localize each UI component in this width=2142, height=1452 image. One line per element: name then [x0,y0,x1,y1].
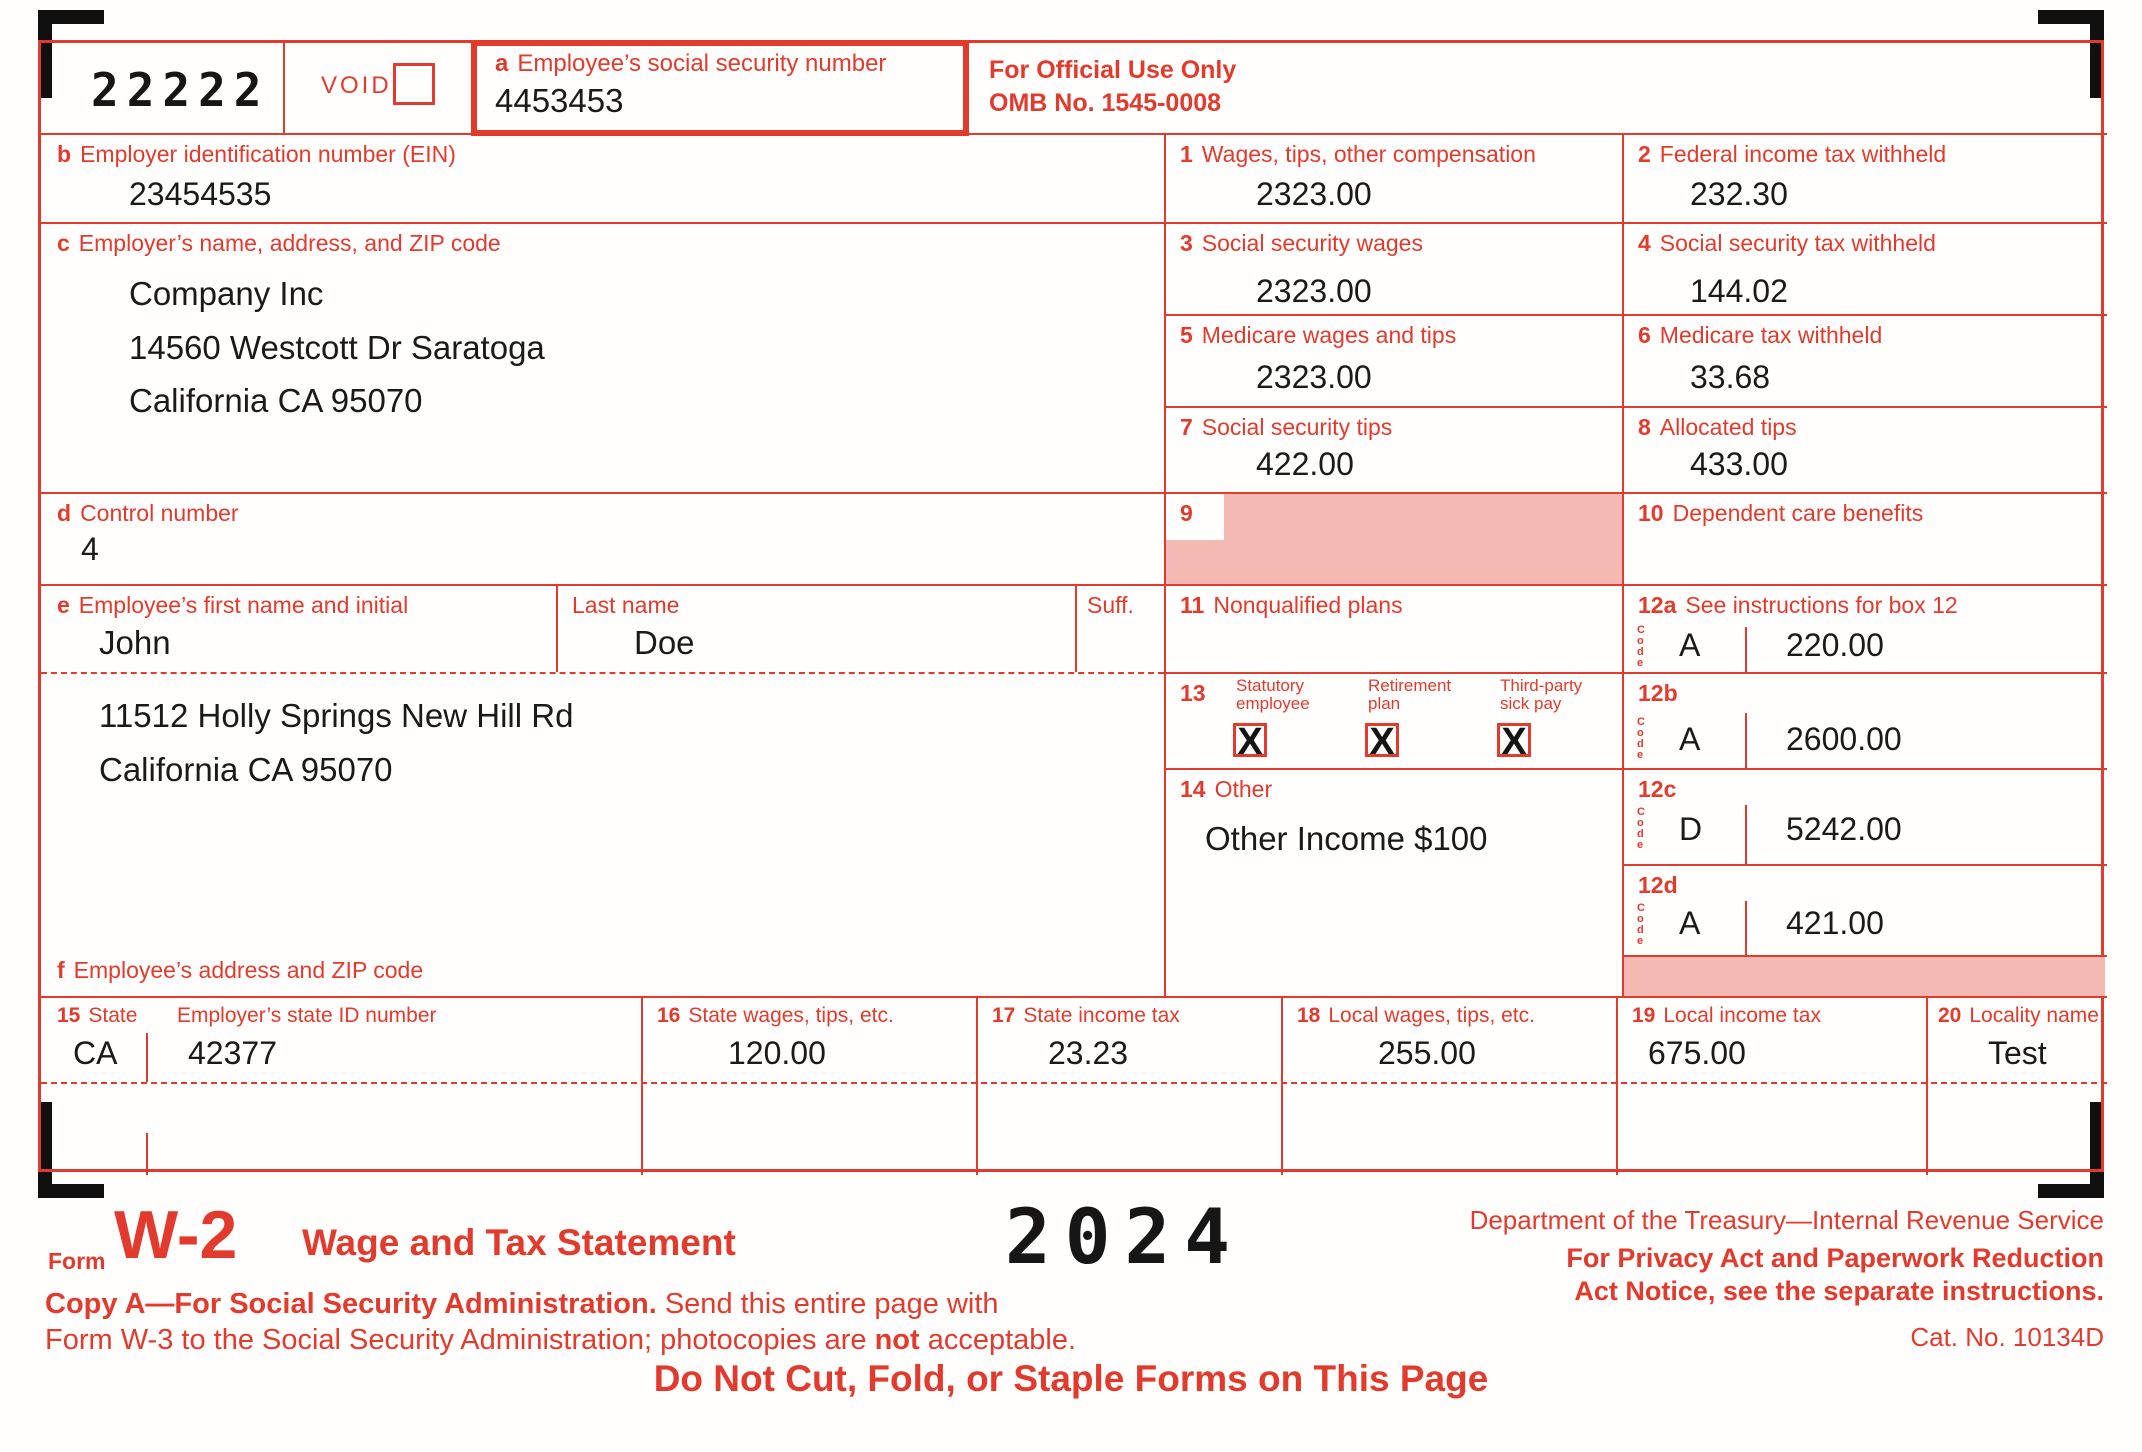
box14-number: 14 [1180,776,1206,802]
suffix-label: Suff. [1087,592,1134,618]
box12c-label [1638,776,1676,802]
box2-number: 2 [1638,141,1651,167]
box12d-number: 12d [1638,872,1678,898]
box4-number: 4 [1638,230,1651,256]
box4-label [1638,230,1936,256]
do-not-cut-notice: Do Not Cut, Fold, or Staple Forms on This Page [653,1358,1489,1399]
void-checkbox[interactable] [393,63,435,105]
box5-label-text: Medicare wages and tips [1201,322,1457,348]
box-a-label [495,51,886,77]
registration-mark [38,1184,104,1198]
box1-value[interactable]: 2323.00 [1256,176,1372,212]
statutory-employee-mark: X [1237,721,1263,763]
box15-label [57,1004,137,1028]
box2-value[interactable]: 232.30 [1690,176,1788,212]
w3-bold: not [874,1324,920,1356]
state-tax-value[interactable]: 23.23 [1048,1035,1129,1071]
code-divider [1745,805,1747,864]
box6-label-text: Medicare tax withheld [1659,322,1883,348]
retirement-plan-mark: X [1369,721,1395,763]
box-c-label [57,230,501,256]
box16-number: 16 [657,1004,681,1027]
box12b-code[interactable]: A [1679,721,1701,757]
official-use-label: For Official Use Only [989,56,1237,84]
box-a-label-text: Employee’s social security number [517,50,887,77]
code-divider [1745,627,1747,672]
box11-number: 11 [1180,592,1205,618]
grid-line [41,133,2107,135]
code-divider [1745,713,1747,768]
w2-form-body [38,40,2104,1172]
statutory-employee-label: Statutory employee [1236,676,1310,713]
box19-label-text: Local income tax [1663,1004,1821,1027]
box10-label-text: Dependent care benefits [1672,500,1924,526]
last-name-label: Last name [572,592,680,618]
box9-number: 9 [1180,500,1193,526]
box9-label [1180,500,1193,526]
registration-mark [38,10,104,24]
grid-line [641,996,643,1175]
box10-number: 10 [1638,500,1664,526]
state-id-label: Employer’s state ID number [177,1004,437,1027]
box20-label-text: Locality name [1969,1004,2099,1027]
grid-line [1164,672,2107,674]
box9-shaded-area [1166,494,1622,584]
grid-line [41,492,2107,494]
box3-label [1180,230,1423,256]
grid-line [1926,996,1928,1175]
box1-number: 1 [1180,141,1193,167]
box1-label [1180,141,1536,167]
box12a-value[interactable]: 220.00 [1786,627,1884,663]
tax-year: 2024 [1005,1192,1245,1281]
form-number: W-2 [114,1197,238,1273]
employer-city[interactable]: California CA 95070 [129,382,423,419]
box7-number: 7 [1180,414,1193,440]
box12b-code-column-label: Code [1637,716,1645,761]
third-party-sick-pay-label: Third-party sick pay [1500,676,1583,713]
box5-number: 5 [1180,322,1193,348]
box15-number: 15 [57,1004,81,1027]
copy-a-bold: Copy A—For Social Security Administration. [45,1288,657,1320]
box14-value[interactable]: Other Income $100 [1205,820,1488,857]
state-value[interactable]: CA [73,1035,118,1071]
employer-name[interactable]: Company Inc [129,275,324,312]
state-separator [146,1033,148,1082]
box18-number: 18 [1297,1004,1321,1027]
box17-label [992,1004,1180,1028]
box7-label [1180,414,1392,440]
box-f-letter: f [57,957,65,983]
grid-line [976,996,978,1175]
box12b-number: 12b [1638,680,1678,706]
w3-post: acceptable. [919,1324,1077,1356]
third-party-sick-pay-mark: X [1501,721,1527,763]
box-f-label-text: Employee’s address and ZIP code [73,957,424,983]
grid-line [41,584,2107,586]
statutory-employee-checkbox[interactable] [1233,721,1267,763]
grid-line [1622,133,1624,996]
box-a-letter: a [495,50,509,77]
void-label: VOID [321,72,392,99]
privacy-act-line-1: For Privacy Act and Paperwork Reduction [1566,1243,2104,1273]
retirement-plan-checkbox[interactable] [1365,721,1399,763]
form-word: Form [48,1248,106,1274]
local-wages-value[interactable]: 255.00 [1378,1035,1476,1071]
grid-line [556,584,558,672]
box12a-number: 12a [1638,592,1677,618]
box11-label [1180,592,1403,618]
box-c-letter: c [57,230,70,256]
ssn-value[interactable]: 4453453 [495,82,624,119]
box5-label [1180,322,1456,348]
box12a-label-text: See instructions for box 12 [1685,592,1958,618]
box-b-letter: b [57,141,72,167]
retirement-plan-label: Retirement plan [1368,676,1452,713]
grid-line [1164,768,2107,770]
box14-label-text: Other [1214,776,1273,802]
box-d-label-text: Control number [80,500,239,526]
box3-label-text: Social security wages [1201,230,1423,256]
box8-label [1638,414,1797,440]
box15-label-text: State [88,1004,138,1027]
grid-line [1164,133,1166,996]
box5-value[interactable]: 2323.00 [1256,359,1372,395]
grid-line [41,996,2107,998]
box17-number: 17 [992,1004,1016,1027]
grid-line [1164,314,2107,316]
copy-a-line-1 [45,1288,999,1321]
employer-street[interactable]: 14560 Westcott Dr Saratoga [129,329,545,366]
control-number-value[interactable]: 4 [81,531,99,567]
box12c-code[interactable]: D [1679,811,1703,847]
ein-value[interactable]: 23454535 [129,176,272,212]
box19-number: 19 [1632,1004,1656,1027]
box10-label [1638,500,1923,526]
grid-line [1622,955,2107,957]
omb-number: OMB No. 1545-0008 [989,89,1222,117]
state-wages-value[interactable]: 120.00 [728,1035,826,1071]
employee-last-name[interactable]: Doe [634,624,695,661]
box8-number: 8 [1638,414,1651,440]
code-divider [1745,901,1747,955]
box-f-label [57,957,423,983]
box12d-label [1638,872,1678,898]
employee-street[interactable]: 11512 Holly Springs New Hill Rd [99,697,574,734]
box8-label-text: Allocated tips [1659,414,1797,440]
box6-label [1638,322,1882,348]
box20-label [1938,1004,2099,1028]
box1-label-text: Wages, tips, other compensation [1201,141,1536,167]
grid-line [1164,406,2107,408]
dashed-line [41,1082,2107,1084]
copy-a-rest: Send this entire page with [656,1288,999,1320]
box19-label [1632,1004,1821,1028]
box2-label [1638,141,1946,167]
state-separator [146,1133,148,1175]
form-title: Wage and Tax Statement [302,1222,736,1263]
box-b-label-text: Employer identification number (EIN) [80,141,456,167]
box12a-code-column-label: Code [1637,624,1645,669]
box11-label-text: Nonqualified plans [1213,592,1403,618]
privacy-act-line-2: Act Notice, see the separate instructions. [1574,1276,2104,1306]
employee-city[interactable]: California CA 95070 [99,751,393,788]
local-tax-value[interactable]: 675.00 [1648,1035,1746,1071]
locality-name-value[interactable]: Test [1988,1035,2047,1071]
box-b-label [57,141,456,167]
box12d-code-column-label: Code [1637,902,1645,947]
box16-label [657,1004,894,1028]
grid-line [283,43,285,133]
box8-value[interactable]: 433.00 [1690,446,1788,482]
box7-label-text: Social security tips [1201,414,1393,440]
catalog-number: Cat. No. 10134D [1910,1322,2104,1352]
box12d-value[interactable]: 421.00 [1786,905,1884,941]
grid-line [1075,584,1077,672]
box12b-value[interactable]: 2600.00 [1786,721,1902,757]
box13-label [1180,680,1206,706]
box6-value[interactable]: 33.68 [1690,359,1771,395]
box12a-code[interactable]: A [1679,627,1701,663]
treasury-line: Department of the Treasury—Internal Revenue Service [1469,1205,2104,1235]
grid-line [1616,996,1618,1175]
state-id-value[interactable]: 42377 [188,1035,277,1071]
box3-value[interactable]: 2323.00 [1256,273,1372,309]
third-party-sick-pay-checkbox[interactable] [1497,721,1531,763]
box12c-code-column-label: Code [1637,806,1645,851]
box17-label-text: State income tax [1023,1004,1180,1027]
box12-shaded-strip [1624,957,2105,996]
box12d-code[interactable]: A [1679,905,1701,941]
box16-label-text: State wages, tips, etc. [688,1004,894,1027]
form-control-code: 22222 [91,63,270,117]
employee-first-name[interactable]: John [99,624,171,661]
copy-a-line-2 [45,1324,1076,1357]
grid-line [1281,996,1283,1175]
box4-label-text: Social security tax withheld [1659,230,1936,256]
grid-line [1622,864,2107,866]
box-d-letter: d [57,500,72,526]
box-d-label [57,500,239,526]
box-e-label [57,592,408,618]
box12c-value[interactable]: 5242.00 [1786,811,1902,847]
box-c-label-text: Employer’s name, address, and ZIP code [78,230,501,256]
registration-mark [2038,1184,2104,1198]
dashed-line [41,672,1164,674]
box2-label-text: Federal income tax withheld [1659,141,1947,167]
box18-label-text: Local wages, tips, etc. [1328,1004,1535,1027]
box6-number: 6 [1638,322,1651,348]
box14-label [1180,776,1272,802]
box-e-label-text: Employee’s first name and initial [78,592,409,618]
box4-value[interactable]: 144.02 [1690,273,1788,309]
box12b-label [1638,680,1678,706]
registration-mark [2038,10,2104,24]
box13-number: 13 [1180,680,1206,706]
box9-label-patch [1166,494,1224,540]
box-e-letter: e [57,592,70,618]
grid-line [41,222,2107,224]
box3-number: 3 [1180,230,1193,256]
box20-number: 20 [1938,1004,1962,1027]
box18-label [1297,1004,1535,1028]
box7-value[interactable]: 422.00 [1256,446,1354,482]
box12c-number: 12c [1638,776,1677,802]
box12a-label [1638,592,1958,618]
w3-pre: Form W-3 to the Social Security Administration; photocopies are [45,1324,875,1356]
